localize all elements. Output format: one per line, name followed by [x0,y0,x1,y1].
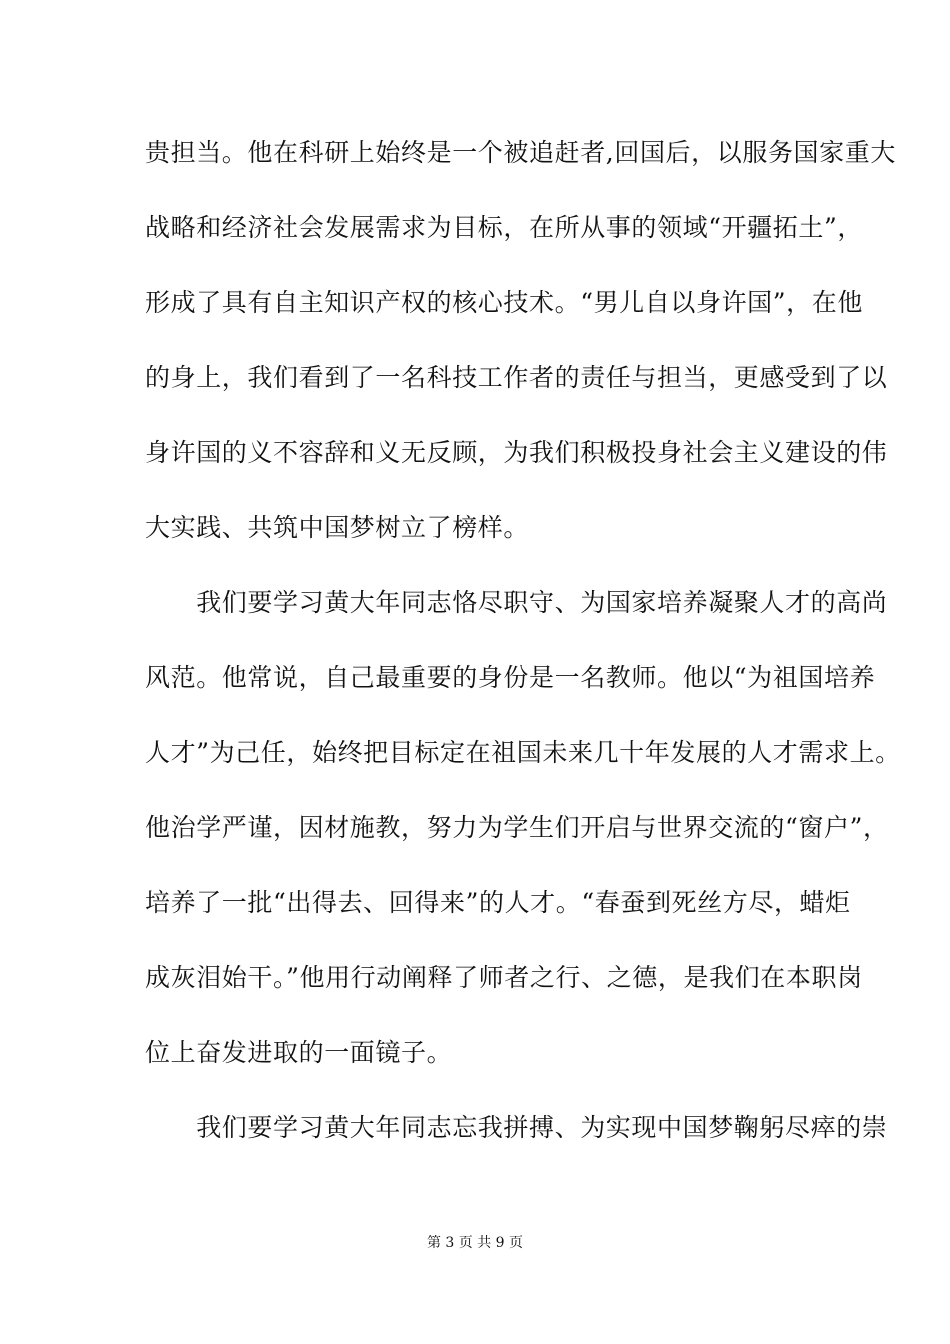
body-text-line: 人才”为己任，始终把目标定在祖国未来几十年发展的人才需求上。 [145,738,901,767]
body-text-line: 成灰泪始干。”他用行动阐释了师者之行、之德，是我们在本职岗 [145,963,863,992]
body-text-line: 风范。他常说，自己最重要的身份是一名教师。他以“为祖国培养 [145,663,876,692]
page-number-footer: 第 3 页 共 9 页 [426,1235,524,1251]
body-text-line: 身许国的义不容辞和义无反顾，为我们积极投身社会主义建设的伟 [145,438,888,467]
body-text-line: 位上奋发进取的一面镜子。 [145,1038,453,1067]
body-text-line: 战略和经济社会发展需求为目标，在所从事的领域“开疆拓土”， [145,213,863,242]
paragraph-start-line: 我们要学习黄大年同志忘我拼搏、为实现中国梦鞠躬尽瘁的崇 [145,1113,888,1142]
paragraph-start-line: 我们要学习黄大年同志恪尽职守、为国家培养凝聚人才的高尚 [145,588,888,617]
body-text-line: 大实践、共筑中国梦树立了榜样。 [145,513,530,542]
body-text-line: 的身上，我们看到了一名科技工作者的责任与担当，更感受到了以 [145,363,888,392]
body-text-line: 贵担当。他在科研上始终是一个被追赶者,回国后，以服务国家重大 [145,138,896,167]
body-text-line: 他治学严谨，因材施教，努力为学生们开启与世界交流的“窗户”， [145,813,889,842]
body-text-line: 培养了一批“出得去、回得来”的人才。“春蚕到死丝方尽，蜡炬 [145,888,851,917]
body-text-line: 形成了具有自主知识产权的核心技术。“男儿自以身许国”，在他 [145,288,863,317]
